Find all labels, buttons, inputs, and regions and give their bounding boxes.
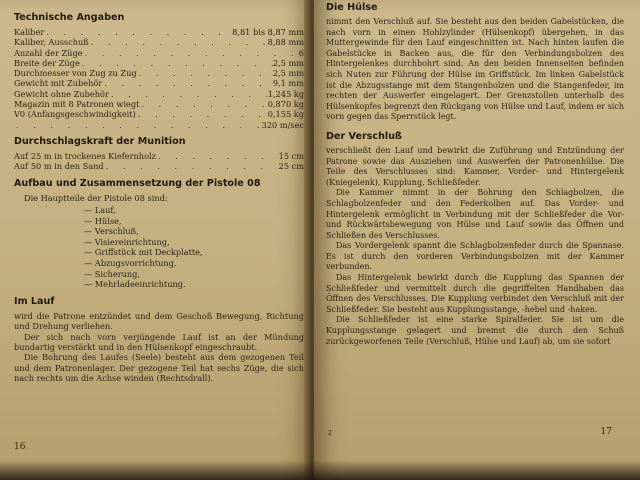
spec-row xyxy=(14,27,304,37)
spec-label: Magazin mit 8 Patronen wiegt xyxy=(14,99,140,110)
spec-label: Auf 25 m in trockenes Kiefernholz xyxy=(14,150,156,161)
spec-row xyxy=(14,68,304,78)
spec-label: Kaliber, Ausschuß xyxy=(14,37,89,48)
spec-label: V0 (Anfangsgeschwindigkeit) xyxy=(14,109,136,120)
heading-penetration: Durchschlagskraft der Munition xyxy=(14,135,186,147)
page-number: 17 xyxy=(600,427,612,437)
technical-specs-table xyxy=(14,27,304,130)
spec-value: 6 xyxy=(298,47,304,58)
spec-value: 1,245 kg xyxy=(267,88,304,99)
spec-row xyxy=(14,120,304,130)
list-item: — Mehrladeeinrichtung. xyxy=(84,279,186,290)
paragraph: verschließt den Lauf und bewirkt die Zuführung und Entzündung der Patrone sowie das Ausziehen und Auswerfen der Patronenhülse. Die Teile des Verschlusses sind: Kammer, Vorder- und Hintergelenk (Kniegelenk), Kupplung, Schließfeder. xyxy=(326,145,624,187)
list-item: — Verschluß, xyxy=(84,226,139,237)
right-page xyxy=(314,0,640,480)
spec-row xyxy=(14,151,304,161)
heading-huelse: Die Hülse xyxy=(326,2,378,13)
structure-intro: Die Hauptteile der Pistole 08 sind: xyxy=(24,192,168,203)
spec-row xyxy=(14,78,304,88)
list-item: — Sicherung, xyxy=(84,268,141,279)
list-item: — Griffstück mit Deckplatte, xyxy=(84,247,203,258)
spec-row xyxy=(14,99,304,109)
spec-label: Gewicht mit Zubehör xyxy=(14,78,103,89)
paragraph: Das Hintergelenk bewirkt durch die Kupplung das Spannen der Schließfeder und vermittelt durch die gegriffelten Handhaben das Öffnen des Verschlusses. Die Kupplung verbindet den Verschluß mit der Schließfeder. Sie besteht aus Kupplungsstange, -hebel und -haken. xyxy=(326,273,624,314)
list-item: — Hülse, xyxy=(84,215,122,226)
spec-row xyxy=(14,109,304,119)
list-item: — Lauf, xyxy=(84,204,116,215)
spec-row xyxy=(14,37,304,47)
paragraph: Der sich nach vorn verjüngende Lauf ist an der Mündung bundartig verstärkt und in den Hülsenkopf eingeschraubt. xyxy=(14,331,304,352)
spec-value: 8,81 bis 8,87 mm xyxy=(232,27,304,37)
spec-value: 25 cm xyxy=(278,161,304,172)
heading-verschluss: Der Verschluß xyxy=(326,130,402,142)
spec-value: 320 m/sec xyxy=(261,119,304,130)
left-page-content xyxy=(14,12,304,384)
list-item: — Abzugsvorrichtung, xyxy=(84,257,177,268)
spec-label: Breite der Züge xyxy=(14,57,80,68)
spec-value: 2,5 mm xyxy=(272,68,304,79)
spec-value: 0,870 kg xyxy=(267,99,304,110)
spec-value: 15 cm xyxy=(278,150,304,161)
paragraph: Die Bohrung des Laufes (Seele) besteht aus dem gezogenen Teil und dem Patronenlager. Der gezogene Teil hat sechs Züge, die sich nach rechts um die Achse winden (Rechtsdrall). xyxy=(14,352,304,384)
heading-technical: Technische Angaben xyxy=(14,12,125,23)
page-number: 16 xyxy=(14,442,26,452)
spec-row xyxy=(14,48,304,58)
signature-mark: 2 xyxy=(328,430,332,437)
spec-label: Durchmesser von Zug zu Zug xyxy=(14,68,137,79)
bottom-shadow xyxy=(0,460,640,480)
left-page xyxy=(0,0,312,480)
spec-value: 0,155 kg xyxy=(267,109,304,120)
spec-value: 9,1 mm xyxy=(272,78,304,89)
spec-value: 2,5 mm xyxy=(272,57,304,68)
heading-barrel: Im Lauf xyxy=(14,295,55,307)
main-parts-list xyxy=(84,205,304,290)
spec-row xyxy=(14,58,304,68)
spec-row xyxy=(14,161,304,171)
paragraph: Die Kammer nimmt in der Bohrung den Schlagbolzen, die Schlagbolzenfeder und den Federkolben auf. Das Vorder- und Hintergelenk ermöglicht in Verbindung mit der Schließfeder die Vor- und Rückwärtsbewegung von Hülse und Lauf sowie das Öffnen und Schließen des Verschlusses. xyxy=(326,188,624,240)
spec-value: 8,88 mm xyxy=(267,37,304,48)
right-page-content xyxy=(326,2,624,347)
paragraph: Die Schließfeder ist eine starke Spiralfeder. Sie ist um die Kupplungsstange gelagert und bremst die durch den Schuß zurückgeworfenen Teile (Verschluß, Hülse und Lauf) ab, um sie sofort xyxy=(326,315,624,346)
paragraph: nimmt den Verschluß auf. Sie besteht aus den beiden Gabelstücken, die nach vorn in einen Hohlzylinder (Hülsenkopf) übergehen, in das Muttergewinde für den Lauf eingeschnitten ist. Nach hinten laufen die Gabelstücke in Backen aus, die für den Verbindungsbolzen des Hintergelenkes durchbohrt sind. An den beiden Innenseiten befinden sich Nuten zur Führung der Hülse im Griffstück. Im linken Gabelstück ist die Abzugsstange mit dem Stangenbolzen und die Stangenfeder, im rechten der Auswerfer eingelagert. Der Grenzstollen unterhalb des Hülsenkopfes begrenzt den Rückgang von Hülse und Lauf, indem er sich vorn gegen das Sperrstück legt. xyxy=(326,17,624,122)
spec-label: Anzahl der Züge xyxy=(14,47,83,58)
heading-structure: Aufbau und Zusammensetzung der Pistole 08 xyxy=(14,177,261,189)
spec-row xyxy=(14,89,304,99)
spec-label: Gewicht ohne Zubehör xyxy=(14,88,109,99)
spec-label: Auf 50 m in den Sand xyxy=(14,161,104,172)
penetration-table xyxy=(14,151,304,172)
spec-label: Kaliber xyxy=(14,27,45,37)
paragraph: Das Vordergelenk spannt die Schlagbolzenfeder durch die Spannase. Es ist durch den vorderen Verbindungsbolzen mit der Kammer verbunden. xyxy=(326,241,624,272)
paragraph: wird die Patrone entzündet und dem Geschoß Bewegung, Richtung und Drehung verliehen. xyxy=(14,310,304,332)
list-item: — Visiereinrichtung, xyxy=(84,236,170,247)
